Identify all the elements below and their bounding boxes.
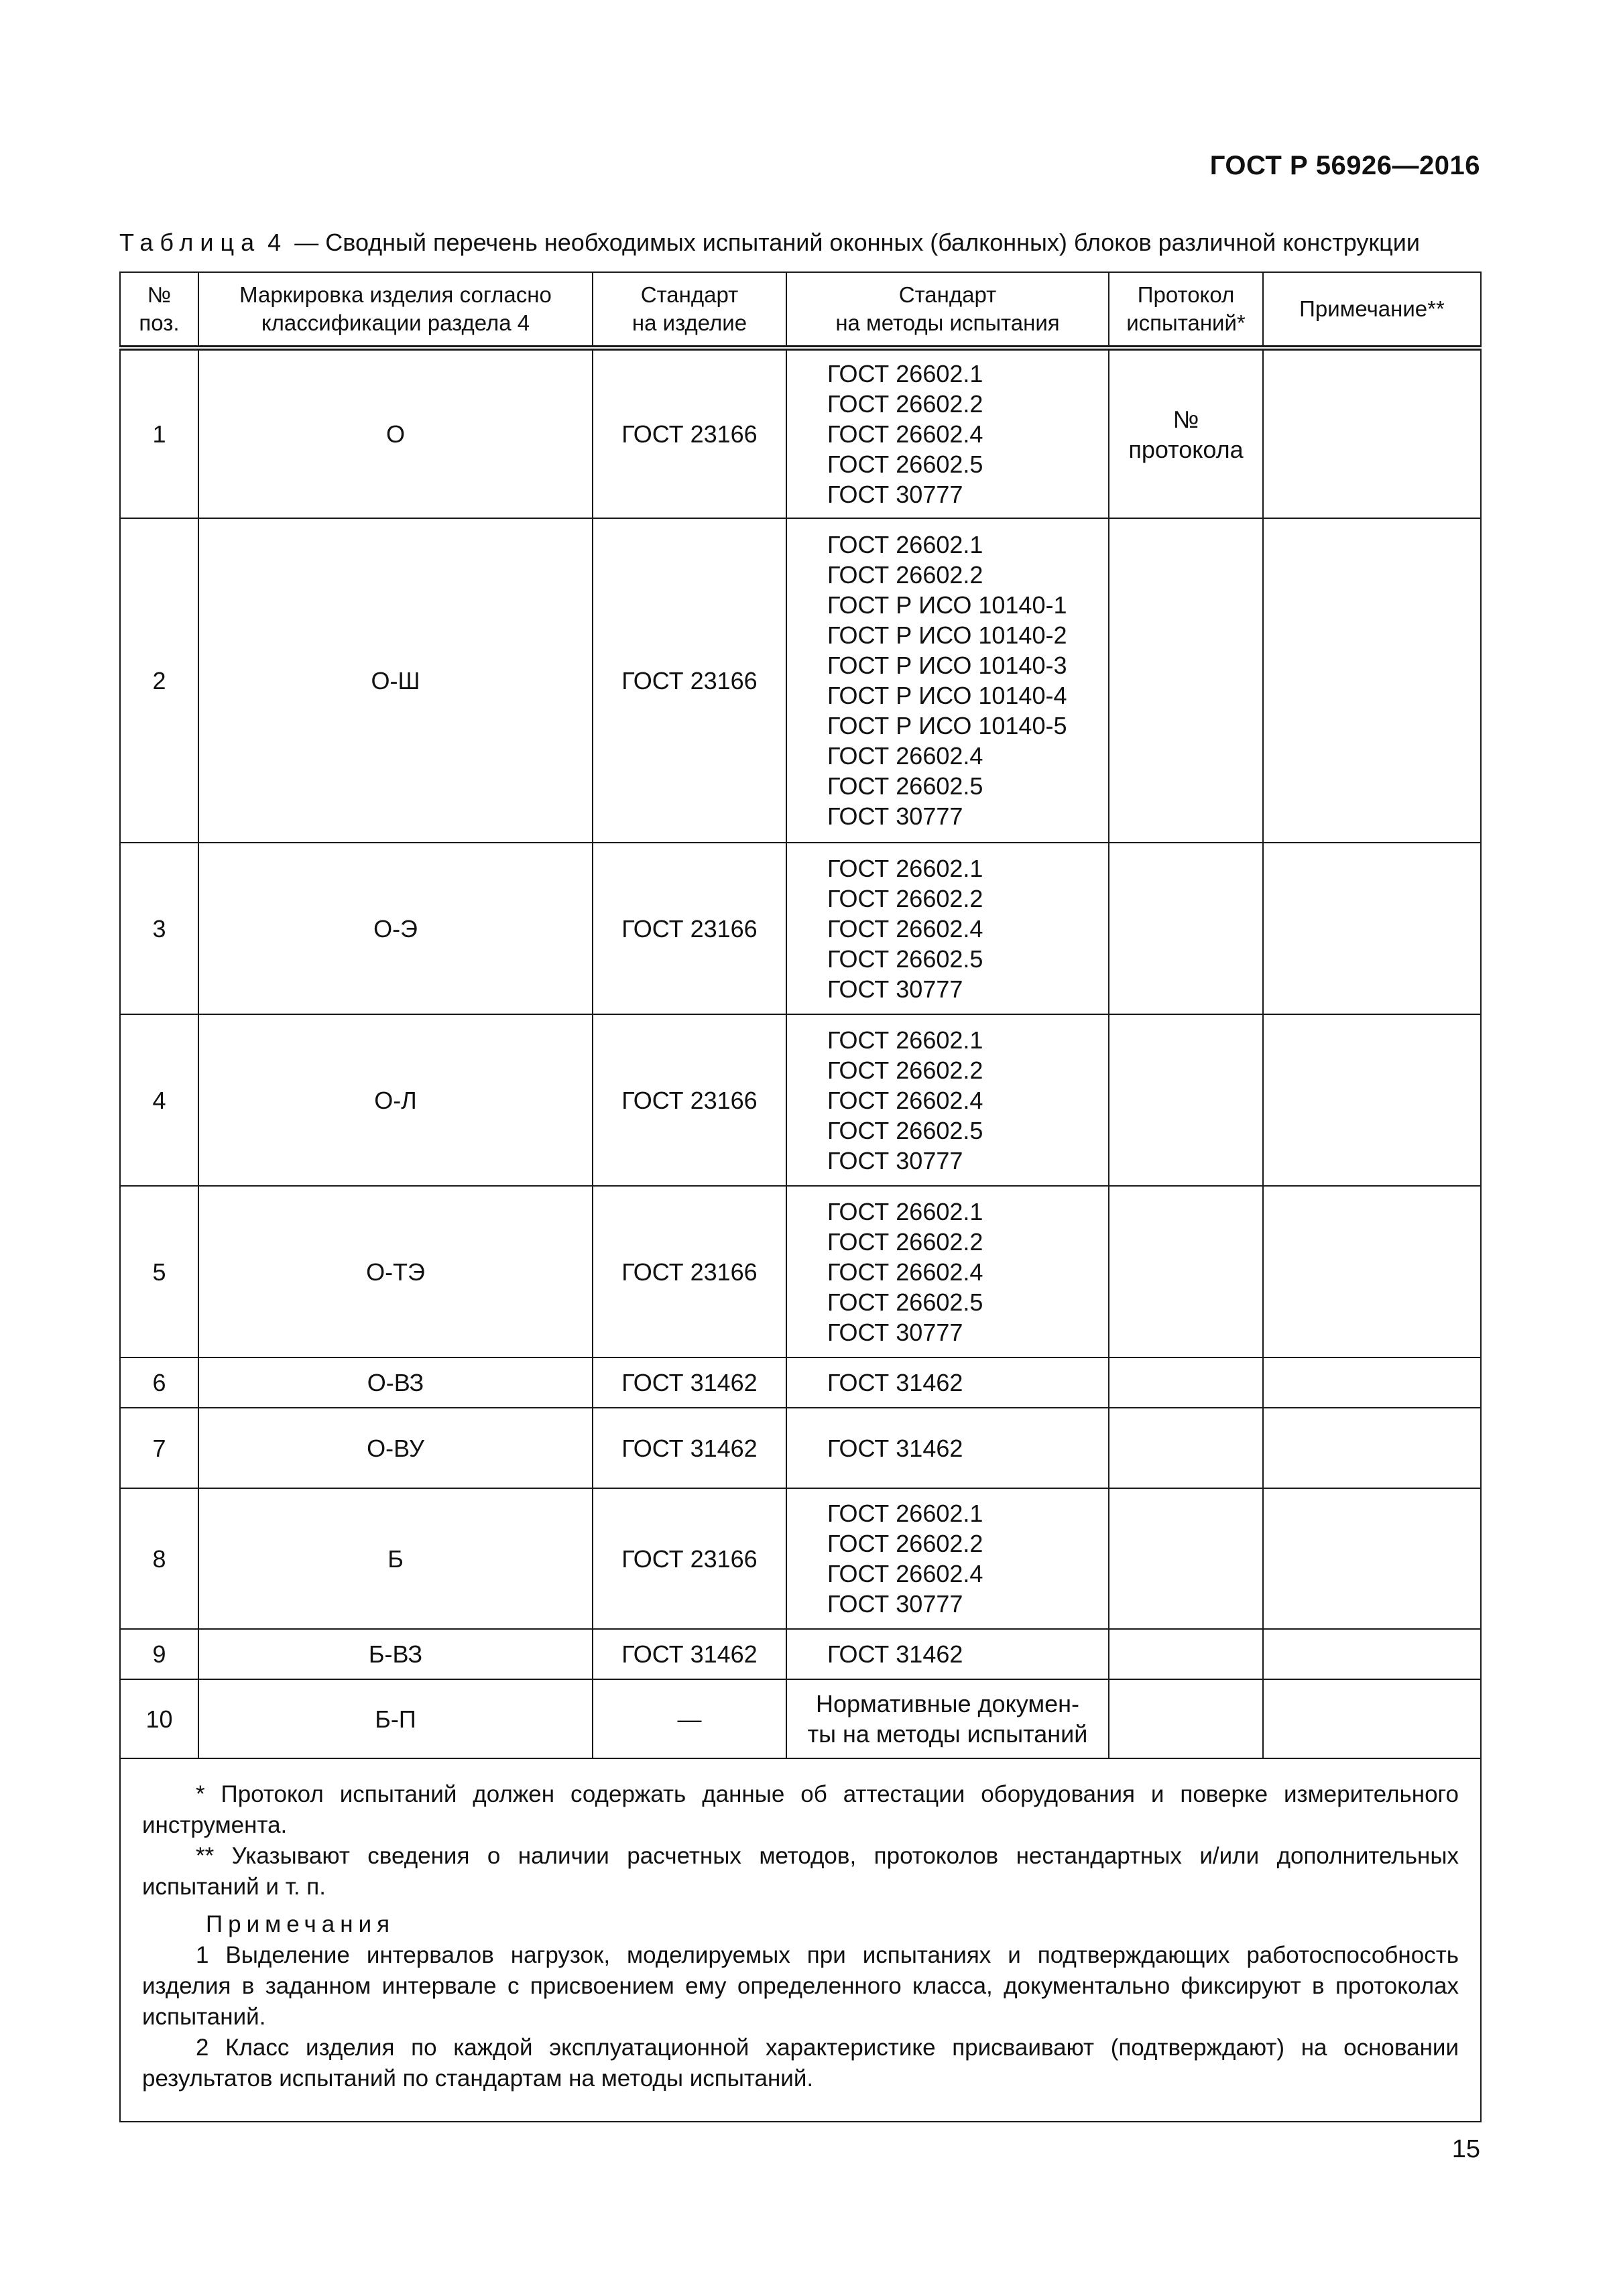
method-standard: ГОСТ 26602.4	[827, 420, 983, 448]
row-protocol	[1109, 1679, 1263, 1758]
method-standard: Нормативные докумен-	[816, 1690, 1079, 1717]
method-standard: ГОСТ 26602.2	[827, 1056, 983, 1084]
table-row	[120, 518, 1481, 843]
row-method-standards	[786, 518, 1109, 843]
method-standard: ГОСТ 26602.5	[827, 945, 983, 973]
row-remark	[1263, 1408, 1481, 1488]
row-method-standards	[786, 1679, 1109, 1758]
method-standard: ГОСТ 26602.1	[827, 1500, 983, 1527]
page-number: 15	[1451, 2135, 1480, 2163]
row-number: 7	[120, 1408, 198, 1488]
row-protocol	[1109, 518, 1263, 843]
row-protocol	[1109, 1488, 1263, 1629]
method-standard: ГОСТ Р ИСО 10140-5	[827, 712, 1067, 739]
method-standard: ГОСТ 26602.1	[827, 1026, 983, 1054]
row-remark	[1263, 1357, 1481, 1408]
notes-block	[120, 1758, 1481, 2122]
method-standard: ГОСТ 26602.2	[827, 884, 983, 912]
row-protocol	[1109, 1186, 1263, 1357]
header-line: на методы испытания	[835, 310, 1060, 335]
row-marking: Б	[198, 1488, 593, 1629]
row-product-standard: ГОСТ 31462	[593, 1408, 786, 1488]
method-standard: ГОСТ 26602.2	[827, 1227, 983, 1256]
row-number: 10	[120, 1679, 198, 1758]
table-row	[120, 1629, 1481, 1679]
table-row	[120, 348, 1481, 518]
row-number: 8	[120, 1488, 198, 1629]
row-remark	[1263, 518, 1481, 843]
column-header-protocol	[1109, 272, 1263, 348]
method-standard: ГОСТ 26602.5	[827, 772, 983, 800]
method-standard: ГОСТ 30777	[827, 975, 963, 1003]
row-method-standards	[786, 348, 1109, 518]
method-standard: ГОСТ 26602.2	[827, 1530, 983, 1557]
row-method-standards	[786, 843, 1109, 1014]
method-standard: ГОСТ 31462	[827, 1434, 963, 1462]
row-product-standard: ГОСТ 31462	[593, 1629, 786, 1679]
row-product-standard: ГОСТ 23166	[593, 843, 786, 1014]
row-protocol	[1109, 843, 1263, 1014]
method-standard: ГОСТ 31462	[827, 1640, 963, 1668]
header-line: испытаний*	[1126, 310, 1246, 335]
row-number: 5	[120, 1186, 198, 1357]
row-remark	[1263, 1488, 1481, 1629]
method-standard: ГОСТ 26602.4	[827, 1258, 983, 1286]
row-product-standard: ГОСТ 23166	[593, 518, 786, 843]
header-line: поз.	[139, 310, 180, 335]
column-header-product-standard	[593, 272, 786, 348]
method-standard: ГОСТ 30777	[827, 481, 963, 508]
method-standard: ГОСТ Р ИСО 10140-1	[827, 591, 1067, 619]
caption-text: — Сводный перечень необходимых испытаний оконных (балконных) блоков различной конструкции	[294, 229, 1420, 256]
column-header-marking	[198, 272, 593, 348]
row-method-standards	[786, 1488, 1109, 1629]
method-standard: ГОСТ 26602.5	[827, 1116, 983, 1144]
method-standard: ГОСТ 26602.5	[827, 1288, 983, 1316]
method-standard: ГОСТ 26602.1	[827, 531, 983, 558]
method-standard: ГОСТ 26602.4	[827, 742, 983, 770]
method-standard: ГОСТ Р ИСО 10140-4	[827, 682, 1067, 709]
method-standard: ГОСТ 31462	[827, 1369, 963, 1396]
row-marking: О-ТЭ	[198, 1186, 593, 1357]
row-number: 1	[120, 348, 198, 518]
row-protocol	[1109, 1014, 1263, 1186]
footnote-remark: ** Указывают сведения о наличии расчетных методов, протоколов нестандартных и/или дополнительных испытаний и т. п.	[142, 1843, 1459, 1900]
row-marking: О-ВУ	[198, 1408, 593, 1488]
row-method-standards	[786, 1408, 1109, 1488]
row-method-standards	[786, 1014, 1109, 1186]
row-marking: Б-П	[198, 1679, 593, 1758]
row-product-standard: —	[593, 1679, 786, 1758]
row-remark	[1263, 1629, 1481, 1679]
header-line: Стандарт	[640, 282, 739, 307]
row-marking: О-ВЗ	[198, 1357, 593, 1408]
column-header-num	[120, 272, 198, 348]
caption-number: 4	[267, 229, 288, 256]
row-marking: О-Л	[198, 1014, 593, 1186]
method-standard: ГОСТ 26602.2	[827, 390, 983, 418]
note-1: 1 Выделение интервалов нагрузок, моделируемых при испытаниях и подтверждающих работоспособность изделия в заданном интервале с присвоением ему определенного класса, документально фиксируют в протоколах испытаний.	[142, 1942, 1459, 2030]
method-standard: ГОСТ 26602.1	[827, 854, 983, 882]
row-remark	[1263, 348, 1481, 518]
table-row	[120, 1488, 1481, 1629]
header-line: классификации раздела 4	[261, 310, 530, 335]
row-marking: О-Ш	[198, 518, 593, 843]
notes-row	[120, 1758, 1481, 2122]
row-product-standard: ГОСТ 23166	[593, 348, 786, 518]
row-remark	[1263, 1679, 1481, 1758]
method-standard: ГОСТ 26602.1	[827, 1197, 983, 1225]
method-standard: ГОСТ 26602.4	[827, 1560, 983, 1587]
column-header-remark: Примечание**	[1263, 272, 1481, 348]
method-standard: ГОСТ 26602.4	[827, 1086, 983, 1114]
notes-title: Примечания	[206, 1911, 396, 1937]
row-marking: О-Э	[198, 843, 593, 1014]
table-row	[120, 1357, 1481, 1408]
row-remark	[1263, 1014, 1481, 1186]
row-number: 4	[120, 1014, 198, 1186]
header-line: Маркировка изделия согласно	[239, 282, 552, 307]
row-product-standard: ГОСТ 23166	[593, 1488, 786, 1629]
table-row	[120, 843, 1481, 1014]
row-marking: Б-ВЗ	[198, 1629, 593, 1679]
header-line: Протокол	[1137, 282, 1235, 307]
row-marking: О	[198, 348, 593, 518]
note-2: 2 Класс изделия по каждой эксплуатационной характеристике присваивают (подтверждают) на основании результатов испытаний по стандартам на методы испытаний.	[142, 2035, 1459, 2092]
header-line: №	[147, 282, 172, 307]
row-product-standard: ГОСТ 23166	[593, 1014, 786, 1186]
row-product-standard: ГОСТ 23166	[593, 1186, 786, 1357]
method-standard: ГОСТ 30777	[827, 1318, 963, 1346]
table-caption	[119, 228, 1480, 257]
method-standard: ГОСТ 30777	[827, 802, 963, 830]
method-standard: ГОСТ 30777	[827, 1590, 963, 1618]
protocol-text: №	[1173, 405, 1199, 433]
column-header-method-standard	[786, 272, 1109, 348]
protocol-text: протокола	[1128, 435, 1244, 463]
method-standard: ГОСТ Р ИСО 10140-2	[827, 621, 1067, 649]
row-number: 2	[120, 518, 198, 843]
method-standard: ГОСТ 26602.2	[827, 561, 983, 589]
row-remark	[1263, 843, 1481, 1014]
document-id: ГОСТ Р 56926—2016	[1209, 151, 1480, 180]
method-standard: ГОСТ Р ИСО 10140-3	[827, 652, 1067, 679]
tests-table	[119, 271, 1482, 2122]
header-line: на изделие	[632, 310, 747, 335]
method-standard: ты на методы испытаний	[807, 1720, 1088, 1748]
footnote-protocol: * Протокол испытаний должен содержать данные об аттестации оборудования и поверке измерительного инструмента.	[142, 1781, 1459, 1838]
method-standard: ГОСТ 26602.1	[827, 360, 983, 387]
table-row	[120, 1408, 1481, 1488]
row-number: 3	[120, 843, 198, 1014]
row-protocol	[1109, 1357, 1263, 1408]
method-standard: ГОСТ 26602.4	[827, 914, 983, 943]
row-method-standards	[786, 1357, 1109, 1408]
row-protocol	[1109, 1408, 1263, 1488]
method-standard: ГОСТ 26602.5	[827, 450, 983, 478]
row-protocol	[1109, 348, 1263, 518]
row-method-standards	[786, 1186, 1109, 1357]
table-row	[120, 1186, 1481, 1357]
table-body	[120, 348, 1481, 1758]
table-row	[120, 1679, 1481, 1758]
row-protocol	[1109, 1629, 1263, 1679]
table-row	[120, 1014, 1481, 1186]
row-remark	[1263, 1186, 1481, 1357]
caption-prefix: Таблица	[119, 229, 261, 256]
row-method-standards	[786, 1629, 1109, 1679]
row-number: 6	[120, 1357, 198, 1408]
row-product-standard: ГОСТ 31462	[593, 1357, 786, 1408]
row-number: 9	[120, 1629, 198, 1679]
header-line: Стандарт	[898, 282, 997, 307]
table-header-row	[120, 272, 1481, 348]
method-standard: ГОСТ 30777	[827, 1146, 963, 1174]
